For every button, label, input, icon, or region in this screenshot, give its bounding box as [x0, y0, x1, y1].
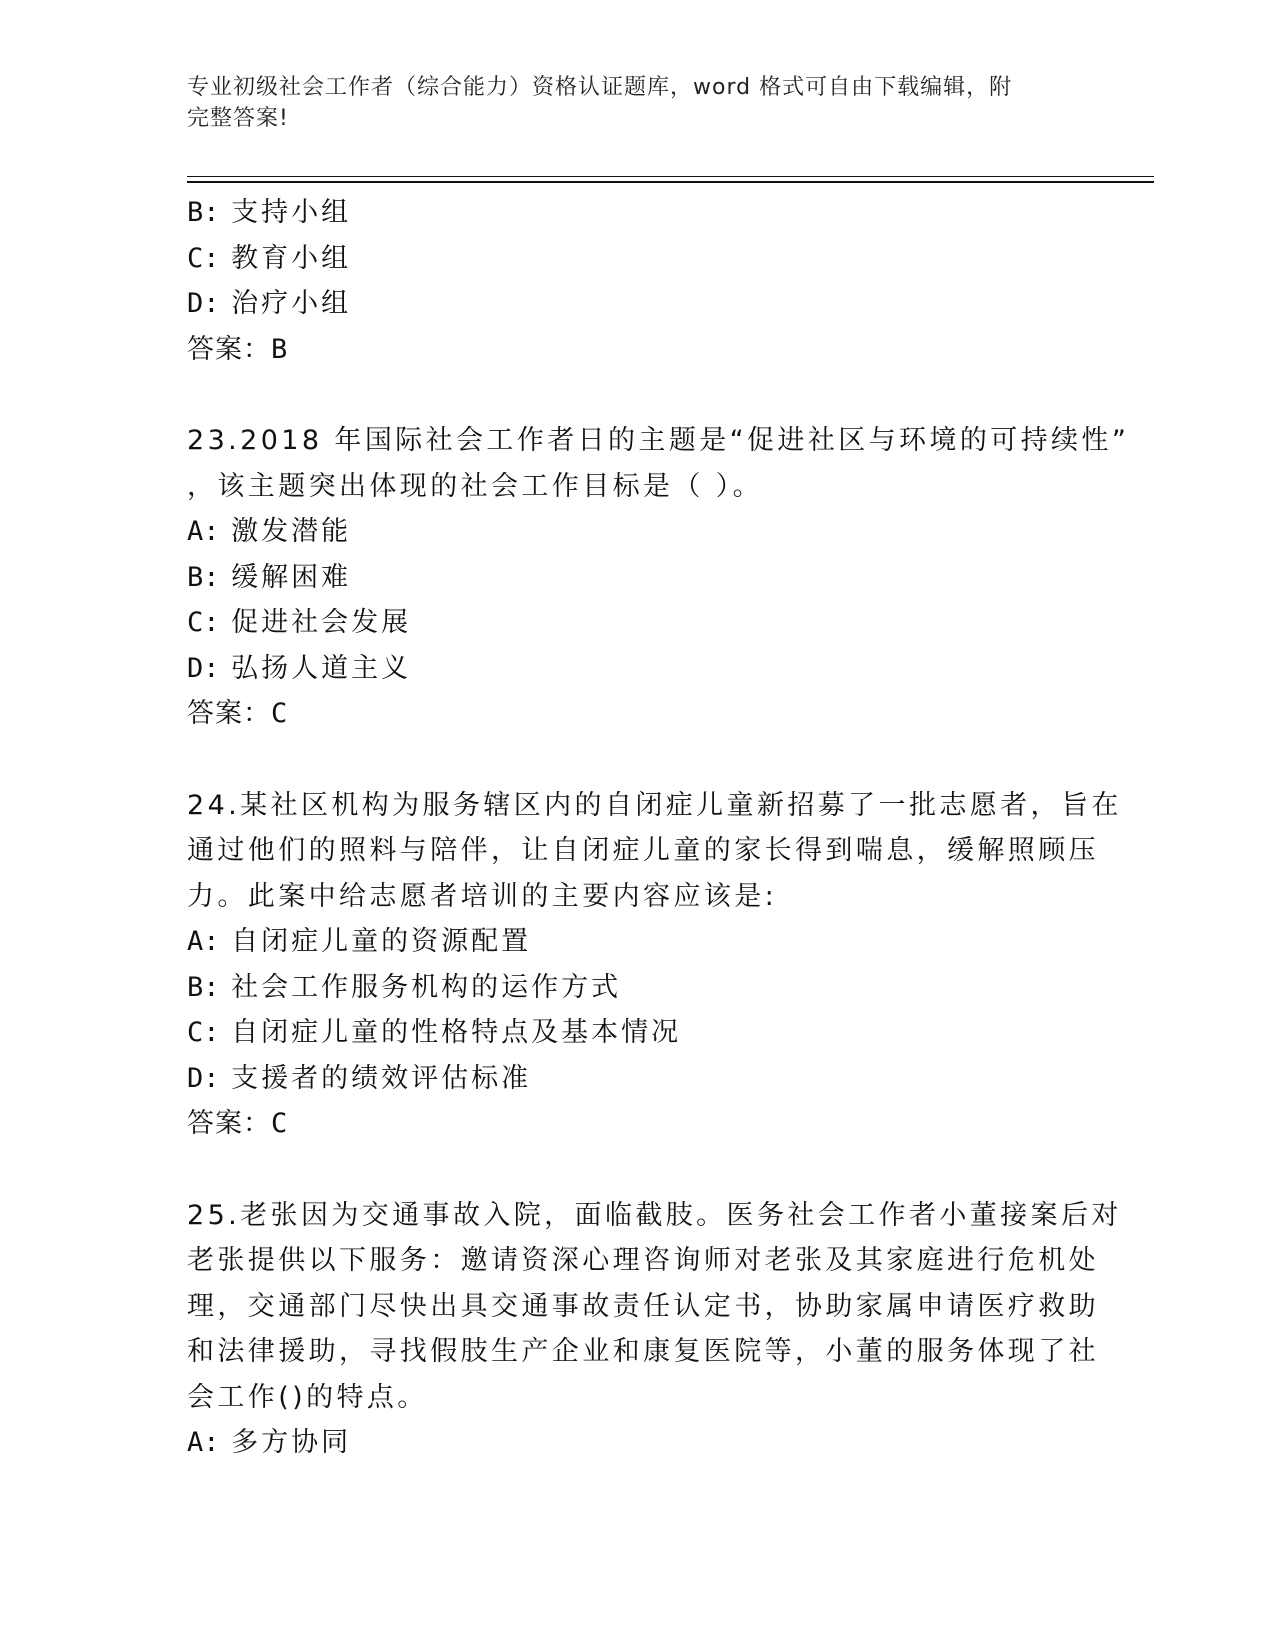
option-b: B: 支持小组	[187, 197, 352, 228]
page-header	[187, 72, 1067, 134]
answer-line: 答案：C	[187, 698, 289, 729]
question-stem: 25.老张因为交通事故入院，面临截肢。医务社会工作者小董接案后对 老张提供以下服务：邀请资深心理咨询师对老张及其家庭进行危机处 理，交通部门尽快出具交通事故责任认定书，协助家属申请医疗救助 和法律援助，寻找假肢生产企业和康复医院等，小董的服务体现了社 会工作()的特点。	[187, 1199, 1122, 1413]
header-line-2: 完整答案!	[187, 106, 289, 131]
option-a: A: 自闭症儿童的资源配置	[187, 926, 532, 957]
option-c: C: 自闭症儿童的性格特点及基本情况	[187, 1017, 682, 1048]
question-stem: 23.2018 年国际社会工作者日的主题是“促进社区与环境的可持续性” ，该主题突出体现的社会工作目标是（ ）。	[187, 425, 1130, 502]
option-c: C: 促进社会发展	[187, 607, 412, 638]
question-25	[187, 1193, 1122, 1466]
header-rule-thick	[187, 181, 1154, 183]
question-23	[187, 418, 1130, 737]
option-b: B: 社会工作服务机构的运作方式	[187, 971, 622, 1003]
question-24	[187, 783, 1122, 1147]
option-c: C: 教育小组	[187, 242, 352, 274]
option-b: B: 缓解困难	[187, 561, 352, 593]
header-rule-thin	[187, 176, 1154, 177]
option-a: A: 多方协同	[187, 1427, 352, 1458]
question-stem: 24.某社区机构为服务辖区内的自闭症儿童新招募了一批志愿者，旨在 通过他们的照料与陪伴，让自闭症儿童的家长得到喘息，缓解照顾压 力。此案中给志愿者培训的主要内容应该是:	[187, 789, 1122, 912]
option-d: D: 弘扬人道主义	[187, 652, 412, 684]
option-a: A: 激发潜能	[187, 516, 352, 547]
question-22	[187, 190, 1067, 372]
option-d: D: 支援者的绩效评估标准	[187, 1062, 532, 1094]
option-d: D: 治疗小组	[187, 288, 352, 319]
question-content	[187, 190, 1130, 1466]
answer-line: 答案：C	[187, 1108, 289, 1139]
answer-line: 答案：B	[187, 333, 289, 365]
header-line-1: 专业初级社会工作者（综合能力）资格认证题库，word 格式可自由下载编辑，附	[187, 75, 1013, 100]
